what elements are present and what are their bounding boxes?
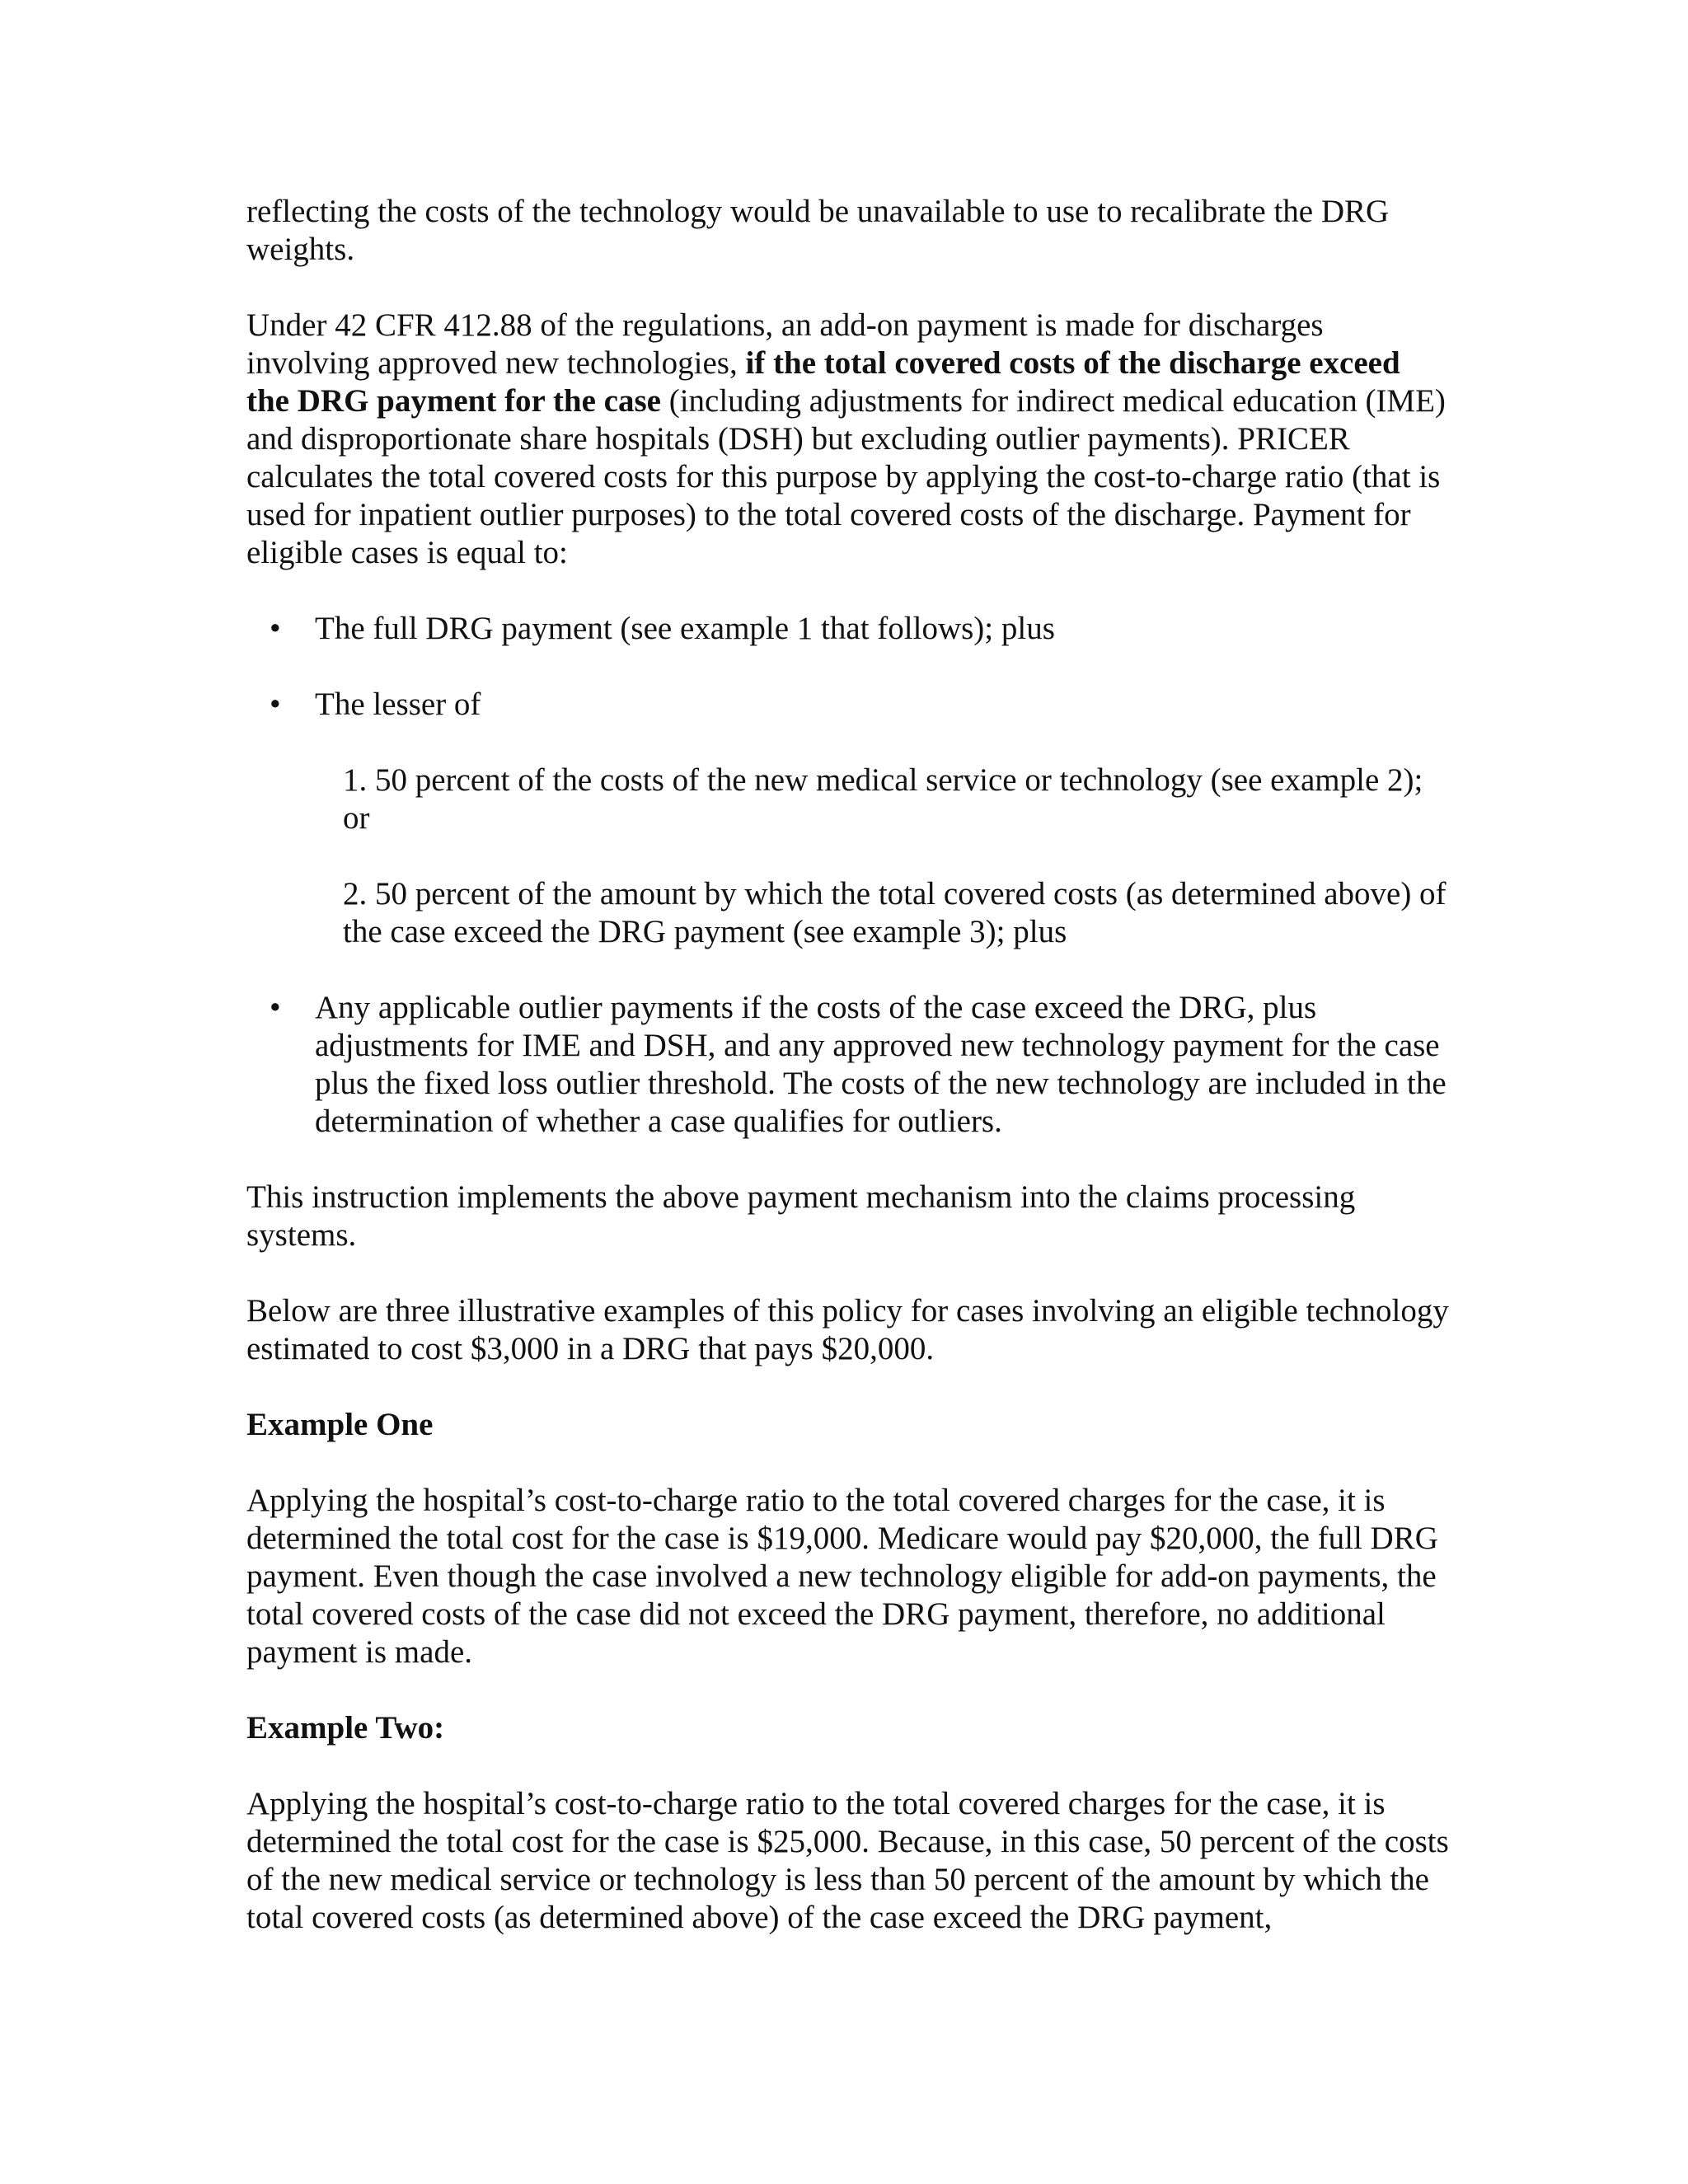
bullet-item-outlier	[246, 989, 1450, 1141]
bullet-item-text: The lesser of	[315, 687, 481, 722]
regulation-bold-condition: if the total covered costs of the discharge exceed the DRG payment for the case	[246, 345, 1400, 419]
bullet-item-text: The full DRG payment (see example 1 that follows); plus	[315, 611, 1055, 646]
regulation-text-end: (including adjustments for indirect medical education (IME) and disproportionate share hospitals (DSH) but excluding outlier payments). PRICER calculates the total covered costs for this purpose by applying the cost-to-charge ratio (that is used for inpatient outlier purposes) to the total covered costs of the discharge. Payment for eligible cases is equal to:	[246, 383, 1446, 570]
regulation-paragraph	[246, 307, 1450, 572]
examples-intro-paragraph: Below are three illustrative examples of this policy for cases involving an eligible technology estimated to cost $3,000 in a DRG that pays $20,000.	[246, 1293, 1449, 1366]
bullet-icon: •	[270, 611, 281, 646]
document-body	[246, 193, 1450, 1937]
example-one-paragraph: Applying the hospital’s cost-to-charge ratio to the total covered charges for the case, it is determined the total cost for the case is $19,000. Medicare would pay $20,000, the full DRG payment. Even though the case involved a new technology eligible for add-on payments, the total covered costs of the case did not exceed the DRG payment, therefore, no additional payment is made.	[246, 1483, 1438, 1670]
bullet-item-text: Any applicable outlier payments if the costs of the case exceed the DRG, plus adjustments for IME and DSH, and any approved new technology payment for the case plus the fixed loss outlier threshold. The costs of the new technology are included in the determination of whether a case qualifies for outliers.	[315, 990, 1447, 1139]
example-two-heading: Example Two:	[246, 1710, 445, 1746]
regulation-text-start: Under 42 CFR 412.88 of the regulations, an add-on payment is made for discharges involving approved new technologies,	[246, 307, 1324, 381]
bullet-item-lesser-of	[246, 686, 1450, 951]
bullet-icon: •	[270, 687, 281, 722]
implements-paragraph: This instruction implements the above payment mechanism into the claims processing systems.	[246, 1179, 1356, 1253]
sublist-item-1: 1. 50 percent of the costs of the new medical service or technology (see example 2); or	[343, 762, 1423, 836]
lesser-of-sublist	[315, 762, 1450, 951]
example-two-paragraph: Applying the hospital’s cost-to-charge ratio to the total covered charges for the case, it is determined the total cost for the case is $25,000. Because, in this case, 50 percent of the costs of the new medical service or technology is less than 50 percent of the amount by which the total covered costs (as determined above) of the case exceed the DRG payment,	[246, 1786, 1449, 1935]
bullet-icon: •	[270, 990, 281, 1025]
example-one-heading: Example One	[246, 1407, 434, 1442]
intro-fragment-paragraph: reflecting the costs of the technology would be unavailable to use to recalibrate the DRG weights.	[246, 194, 1390, 267]
sublist-item-2: 2. 50 percent of the amount by which the total covered costs (as determined above) of the case exceed the DRG payment (see example 3); plus	[343, 876, 1447, 949]
payment-bullet-list	[246, 610, 1450, 1141]
bullet-item-full-drg	[246, 610, 1450, 648]
